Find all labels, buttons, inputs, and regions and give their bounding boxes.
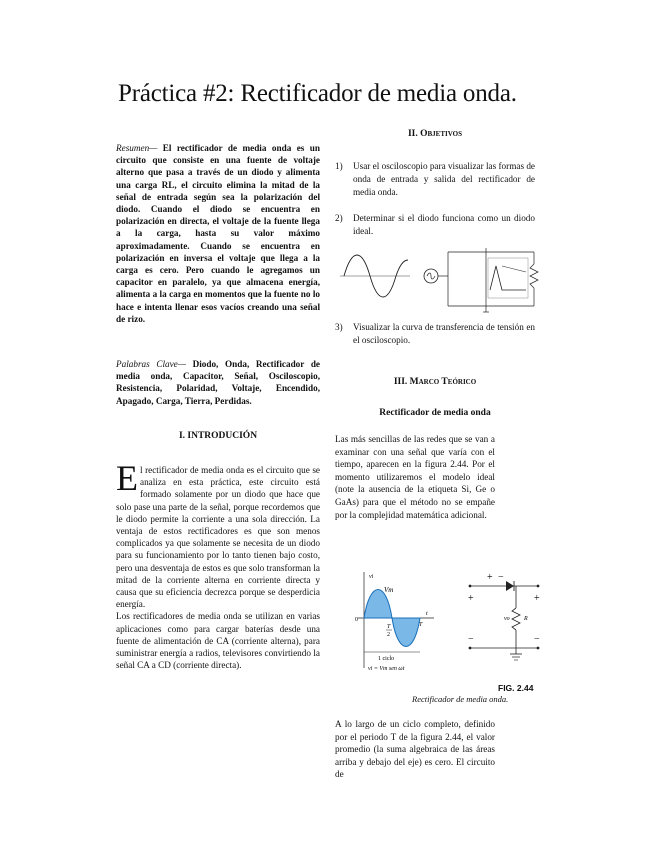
zero-label: 0 [355,617,358,623]
abstract [116,142,320,325]
objective-num-2: 2) [335,213,343,223]
t-label: T [419,622,423,628]
intro-dropcap: E [116,458,138,498]
diode-icon [506,581,514,591]
minus-out: − [534,634,540,645]
keywords [116,358,320,407]
intro-heading: I. INTRODUCIÓN [178,431,258,441]
resistor-icon [530,264,538,288]
marco-subheading: Rectificador de media onda [379,408,491,418]
marco-heading: III. Marco Teórico [393,377,477,387]
page-title: Práctica #2: Rectificador de media onda. [118,80,517,107]
t-half-den: 2 [387,632,390,638]
t-axis-label: t [426,611,428,617]
vi-label: vi [369,574,374,580]
plus-in: + [468,593,474,604]
vo-label: vo [504,616,510,622]
minus-in: − [468,634,474,645]
marco-paragraph-2: A lo largo de un ciclo completo, definido por el periodo T de la figura 2.44, el valor promedio (la suma algebraica de las áreas arriba y debajo del eje) es cero. El circuito de [335,719,495,780]
intro-paragraph-1: l rectificador de media onda es el circuito que se analiza en esta práctica, este circuito está formado solamente por un diodo que hace que solo pase una parte de la señal, porque recordemos que le diodo permite la corriente a una sola dirección. La ventaja de estos rectificadores es que son menos complicados ya que solamente se necesita de un diodo para su funcionamiento por lo tanto tienen bajo costo, pero una desventaja de estos es que solo transforman la mitad de la corriente alterna en corriente directa y causa que su eficiencia decrezca porque se desperdicia energía. [116,465,320,610]
abstract-text: El rectificador de media onda es un circuito que consiste en una fuente de voltaje alterno que pasa a través de un diodo y alimenta una carga RL, el circuito elimina la mitad de la señal de entrada según sea la polarización del diodo. Cuando el diodo se encuentra en polarización en directa, el voltaje de la fuente llega a la carga, hasta su valor máximo aproximadamente. Cuando se encuentra en polarización en inversa el voltaje que llega a la carga es cero. Pero cuando le agregamos un capacitor en paralelo, ya que almacena energía, alimenta a la carga en momentos que la fuente no lo hace e intenta llenar esos vacíos creando una señal de rizo. [116,143,320,324]
objective-item-3 [335,321,535,347]
figure-2-44 [340,568,540,678]
objective-text-2: Determinar si el diodo funciona como un diodo ideal. [353,213,535,236]
output-half-wave [490,266,526,290]
objective-text-3: Visualizar la curva de transferencia de tensión en el osciloscopio. [353,322,535,345]
t-half-num: T [387,624,391,630]
r-label: R [524,616,528,622]
objective-item-2 [335,212,535,238]
figure-label: FIG. 2.44 [498,683,534,693]
objective-num-1: 1) [335,161,343,171]
abstract-lead: Resumen— [116,143,158,153]
vm-label: Vm [384,586,394,594]
keywords-lead: Palabras Clave— [116,359,186,369]
wave-negative-half [392,618,420,647]
cycle-label: 1 ciclo [378,656,395,662]
plus-left: + [487,572,493,583]
equation-label: vi = Vm sen ωt [368,666,405,672]
resistor-icon [512,608,520,630]
minus-top: − [498,572,504,583]
plus-out: + [534,593,540,604]
objective-text-1: Usar el osciloscopio para visualizar las formas de onda de entrada y salida del rectificador de media onda. [353,161,535,197]
objective-circuit-figure [338,246,542,316]
objectives-heading: II. Objetivos [407,129,463,139]
marco-paragraph-1: Las más sencillas de las redes que se van a examinar con una señal que varía con el tiempo, aparecen en la figura 2.44. Por el momento utilizaremos el modelo ideal (note la ausencia de la etiqueta Si, Ge o GaAs) para que el método no se empañe por la complejidad matemática adicional. [335,434,495,520]
keywords-text: Diodo, Onda, Rectificador de media onda, Capacitor, Señal, Osciloscopio, Resistencia, Polaridad, Voltaje, Encendido, Apagado, Carga, Tierra, Perdidas. [116,359,321,406]
intro-paragraph-2: Los rectificadores de media onda se utilizan en varias aplicaciones como para cargar baterías desde una fuente de alimentación de CA (corriente alterna), para suministrar energía a radios, televisores convirtiendo la señal CA a CD (corriente directa). [116,611,320,671]
objective-num-3: 3) [335,322,343,332]
figure-caption: Rectificador de media onda. [412,694,509,704]
objective-item-1 [335,160,535,199]
intro-body [116,458,320,671]
